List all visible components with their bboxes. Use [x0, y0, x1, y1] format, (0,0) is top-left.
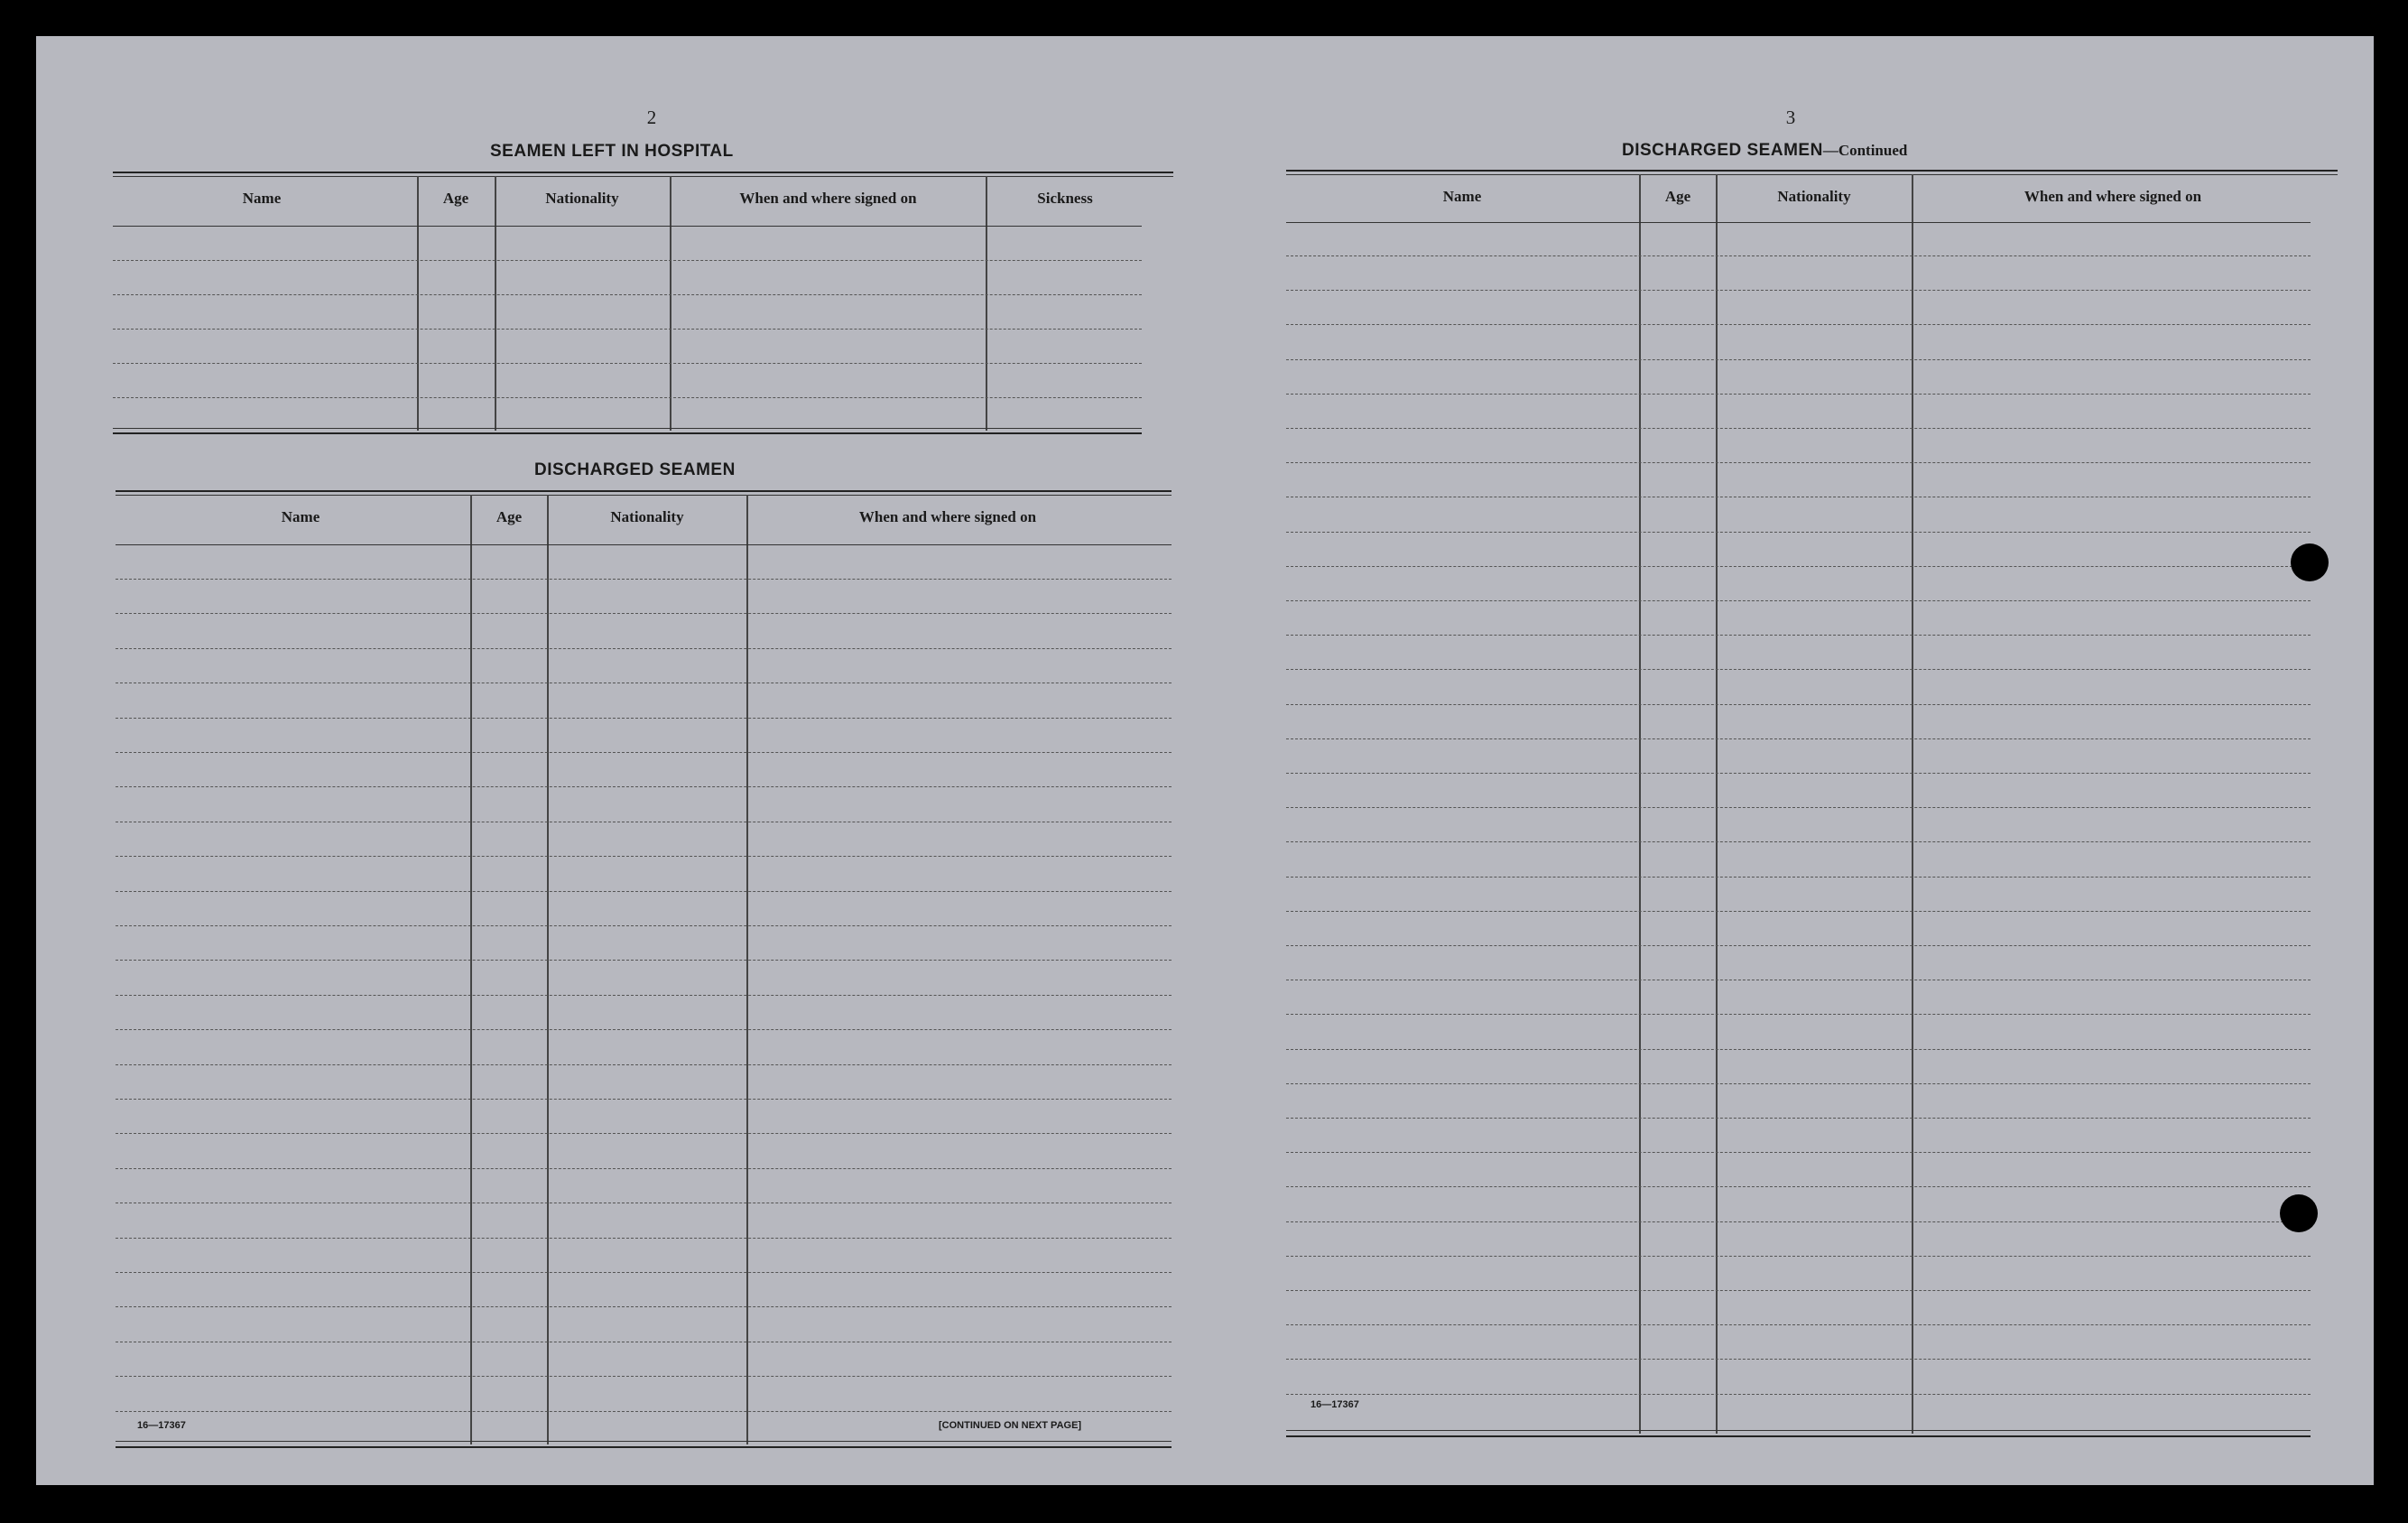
form-row-line [1286, 738, 2311, 739]
discharged-title-continued: —Continued [1822, 142, 1908, 159]
hospital-section-title: SEAMEN LEFT IN HOSPITAL [490, 142, 734, 161]
discharged-right-col-name: Name [1442, 188, 1482, 205]
hospital-col-name: Name [242, 190, 282, 207]
form-row-line [1286, 1324, 2311, 1325]
form-row-line [1286, 635, 2311, 636]
form-row-line [1286, 877, 2311, 878]
form-row-line [116, 891, 1172, 892]
discharged-table-left [116, 490, 1172, 1456]
form-row-line [116, 856, 1172, 857]
form-row-line [116, 786, 1172, 787]
form-row-line [1286, 945, 2311, 946]
form-row-line [116, 1029, 1172, 1030]
form-row-line [1286, 1014, 2311, 1015]
form-row-line [1286, 1394, 2311, 1395]
form-row-line [1286, 1290, 2311, 1291]
form-row-line [1286, 1049, 2311, 1050]
form-row-line [1286, 532, 2311, 533]
discharged-title-right-text: DISCHARGED SEAMEN [1622, 141, 1823, 160]
form-row-line [1286, 394, 2311, 395]
form-row-line [116, 718, 1172, 719]
form-row-line [116, 1376, 1172, 1377]
form-row-line [116, 1272, 1172, 1273]
form-row-line [1286, 1221, 2311, 1222]
hospital-table [113, 172, 1173, 478]
form-row-line [1286, 1186, 2311, 1187]
form-row-line [1286, 669, 2311, 670]
discharged-left-col-nationality: Nationality [610, 508, 684, 525]
form-row-line [1286, 428, 2311, 429]
form-row-line [116, 579, 1172, 580]
form-sheet [36, 36, 2374, 1485]
form-row-line [1286, 600, 2311, 601]
form-row-line [116, 1099, 1172, 1100]
continued-note: [CONTINUED ON NEXT PAGE] [939, 1420, 1082, 1431]
form-row-line [116, 1064, 1172, 1065]
form-row-line [116, 1133, 1172, 1134]
form-row-line [116, 1168, 1172, 1169]
page-number-left: 2 [646, 107, 657, 128]
form-row-line [116, 1306, 1172, 1307]
hospital-col-age: Age [442, 190, 469, 207]
discharged-right-col-nationality: Nationality [1777, 188, 1851, 205]
form-row-line [1286, 290, 2311, 291]
form-row-line [1286, 773, 2311, 774]
form-row-line [1286, 841, 2311, 842]
punch-hole-bottom [2280, 1194, 2318, 1232]
form-row-line [1286, 359, 2311, 360]
form-row-line [1286, 704, 2311, 705]
form-row-line [116, 648, 1172, 649]
page-number-right: 3 [1785, 107, 1796, 128]
hospital-col-nationality: Nationality [545, 190, 619, 207]
form-row-line [1286, 1256, 2311, 1257]
hospital-col-sickness: Sickness [1037, 190, 1093, 207]
form-row-line [116, 613, 1172, 614]
form-row-line [116, 995, 1172, 996]
discharged-section-title-right [1622, 141, 1907, 161]
form-row-line [1286, 911, 2311, 912]
discharged-section-title-left: DISCHARGED SEAMEN [534, 460, 736, 479]
form-row-line [116, 752, 1172, 753]
discharged-left-col-name: Name [281, 508, 320, 525]
form-row-line [1286, 1118, 2311, 1119]
form-number-right: 16—17367 [1311, 1399, 1359, 1410]
form-row-line [1286, 1152, 2311, 1153]
form-number-left: 16—17367 [137, 1420, 186, 1431]
form-row-line [116, 1238, 1172, 1239]
form-row-line [1286, 324, 2311, 325]
form-row-line [1286, 255, 2311, 256]
form-row-line [1286, 462, 2311, 463]
form-row-line [1286, 1083, 2311, 1084]
form-row-line [116, 1411, 1172, 1412]
punch-hole-top [2291, 543, 2329, 581]
discharged-left-col-signed-on: When and where signed on [858, 508, 1037, 525]
discharged-right-col-signed-on: When and where signed on [2024, 188, 2202, 205]
discharged-left-col-age: Age [495, 508, 523, 525]
discharged-right-col-age: Age [1664, 188, 1691, 205]
form-row-line [1286, 1359, 2311, 1360]
form-row-line [116, 925, 1172, 926]
discharged-table-right [1286, 170, 2338, 1443]
hospital-col-signed-on: When and where signed on [739, 190, 917, 207]
form-row-line [1286, 566, 2311, 567]
form-row-line [116, 960, 1172, 961]
form-row-line [1286, 807, 2311, 808]
